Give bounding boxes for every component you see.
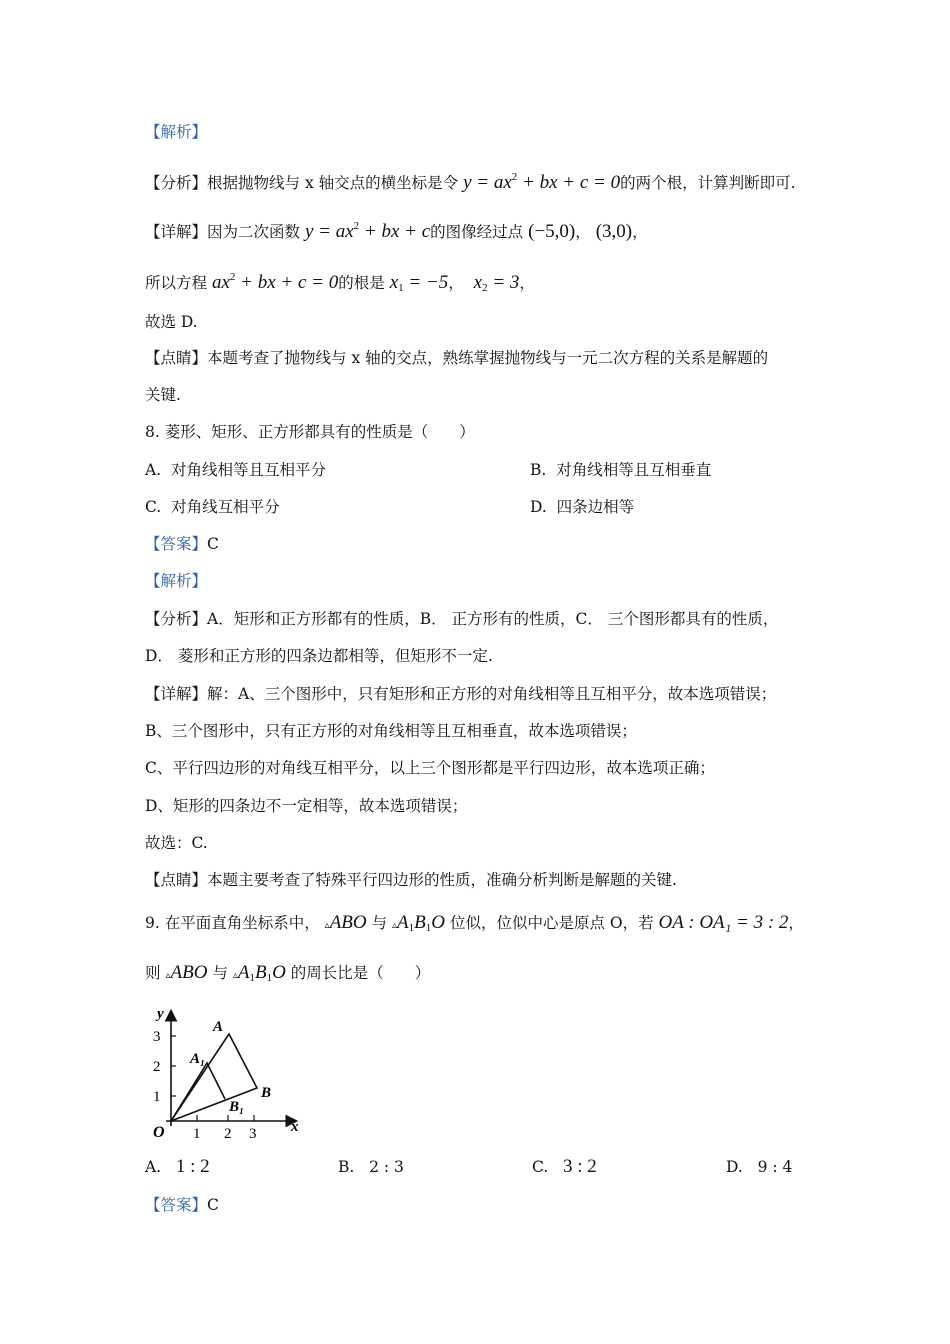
q8-option-c: C. 对角线互相平分 bbox=[145, 498, 280, 516]
q8-xiangjie-2: B、三个图形中，只有正方形的对角线相等且互相垂直，故本选项错误； bbox=[145, 722, 637, 740]
q7-xiangjie: 【详解】因为二次函数 $y = ax^2$ + bx + c的图像经过点 (−5,0)， (3,0)， bbox=[145, 220, 648, 242]
q7-conclusion: 故选 D. bbox=[145, 313, 198, 331]
dianjing-tag: 【点睛】 bbox=[145, 349, 208, 367]
y-tick-1: 1 bbox=[153, 1089, 161, 1105]
triangle-a1b1o-2: $▵A_1B_1O$ bbox=[232, 962, 286, 984]
origin-label: O bbox=[153, 1124, 165, 1141]
ratio-given: OA : OA₁ = 3 : 2 bbox=[658, 912, 789, 933]
q8-jiexi-heading: 【解析】 bbox=[145, 572, 208, 590]
q8-fenxi-2: D． 菱形和正方形的四条边都相等，但矩形不一定. bbox=[145, 647, 493, 665]
point-2: (3,0) bbox=[595, 221, 633, 242]
q7-fenxi: 【分析】根据抛物线与 x 轴交点的横坐标是令 $y = ax^2$ + bx + c = 0的两个根，计算判断即可. bbox=[145, 171, 796, 193]
q8-option-d: D. 四条边相等 bbox=[530, 498, 635, 516]
q9-option-d: D. 9 : 4 bbox=[726, 1158, 793, 1176]
triangle-a1b1o-shape bbox=[171, 1063, 225, 1121]
triangle-abo: ▵ABO bbox=[324, 912, 367, 933]
q8-xiangjie-3: C、平行四边形的对角线互相平分，以上三个图形都是平行四边形，故本选项正确； bbox=[145, 759, 715, 777]
axis-y-label: y bbox=[157, 1006, 164, 1022]
q7-jiexi-heading: 【解析】 bbox=[145, 123, 208, 141]
similarity-figure bbox=[140, 1000, 320, 1145]
q7-dianjing-2: 关键. bbox=[145, 386, 181, 404]
answer-tag: 【答案】 bbox=[145, 535, 208, 553]
root-2: $x_2 = 3$ bbox=[473, 272, 520, 294]
q8-xiangjie: 【详解】解：A、三个图形中，只有矩形和正方形的对角线相等且互相平分，故本选项错误； bbox=[145, 685, 777, 703]
q8-stem: 8. 菱形、矩形、正方形都具有的性质是（ ） bbox=[145, 423, 475, 441]
point-b-label: B bbox=[261, 1085, 272, 1101]
xiangjie-tag: 【详解】 bbox=[145, 223, 208, 241]
q9-stem: 9. 在平面直角坐标系中， ▵ABO 与 $▵A_1B_1O$ 位似，位似中心是原点 O，若 OA : OA₁ = 3 : 2， bbox=[145, 912, 804, 934]
q9-option-c: C. 3 : 2 bbox=[532, 1156, 597, 1177]
q7-xiangjie-2: 所以方程 $ax^2$ + bx + c = 0的根是 $x_1 = -5$， $x_2 = 3$， bbox=[145, 271, 535, 294]
point-1: (−5,0) bbox=[528, 221, 576, 242]
fenxi-tag: 【分析】 bbox=[145, 174, 208, 192]
triangle-a1b1o: $▵A_1B_1O$ bbox=[392, 912, 445, 934]
q8-fenxi: 【分析】A．矩形和正方形都有的性质，B． 正方形有的性质，C． 三个图形都具有的性质， bbox=[145, 610, 779, 628]
point-a1-label: A₁ bbox=[190, 1051, 206, 1067]
equation-2: $ax^2$ + bx + c = 0 bbox=[211, 271, 339, 293]
answer-tag: 【答案】 bbox=[145, 1196, 208, 1214]
q8-dianjing: 【点睛】本题主要考查了特殊平行四边形的性质，准确分析判断是解题的关键. bbox=[145, 871, 677, 889]
q9-option-b: B. 2 : 3 bbox=[338, 1158, 404, 1176]
x-tick-1: 1 bbox=[193, 1126, 201, 1142]
axis-x-label: x bbox=[291, 1119, 299, 1135]
q9-option-a: A. 1 : 2 bbox=[145, 1156, 210, 1177]
root-1: $x_1 = -5$ bbox=[389, 272, 449, 294]
q9-stem-2: 则 ▵ABO 与 $▵A_1B_1O$ 的周长比是（ ） bbox=[145, 962, 431, 984]
q9-answer: 【答案】C bbox=[145, 1196, 219, 1214]
x-tick-3: 3 bbox=[249, 1126, 257, 1142]
function-expression: $y = ax^2$ + bx + c bbox=[304, 220, 431, 242]
x-tick-2: 2 bbox=[224, 1126, 232, 1142]
y-tick-3: 3 bbox=[153, 1029, 161, 1045]
q8-option-a: A. 对角线相等且互相平分 bbox=[145, 461, 326, 479]
q7-dianjing: 【点睛】本题考查了抛物线与 x 轴的交点，熟练掌握抛物线与一元二次方程的关系是解题的 bbox=[145, 349, 769, 367]
q8-answer: 【答案】C bbox=[145, 535, 219, 553]
triangle-abo-2: ▵ABO bbox=[165, 962, 208, 983]
point-b1-label: B₁ bbox=[229, 1099, 245, 1115]
q8-xiangjie-4: D、矩形的四条边不一定相等，故本选项错误； bbox=[145, 797, 468, 815]
q8-option-b: B. 对角线相等且互相垂直 bbox=[530, 461, 712, 479]
equation: $y = ax^2$ + bx + c = 0 bbox=[463, 171, 621, 193]
point-a-label: A bbox=[213, 1019, 224, 1035]
y-tick-2: 2 bbox=[153, 1059, 161, 1075]
q8-conclusion: 故选：C. bbox=[145, 834, 208, 852]
